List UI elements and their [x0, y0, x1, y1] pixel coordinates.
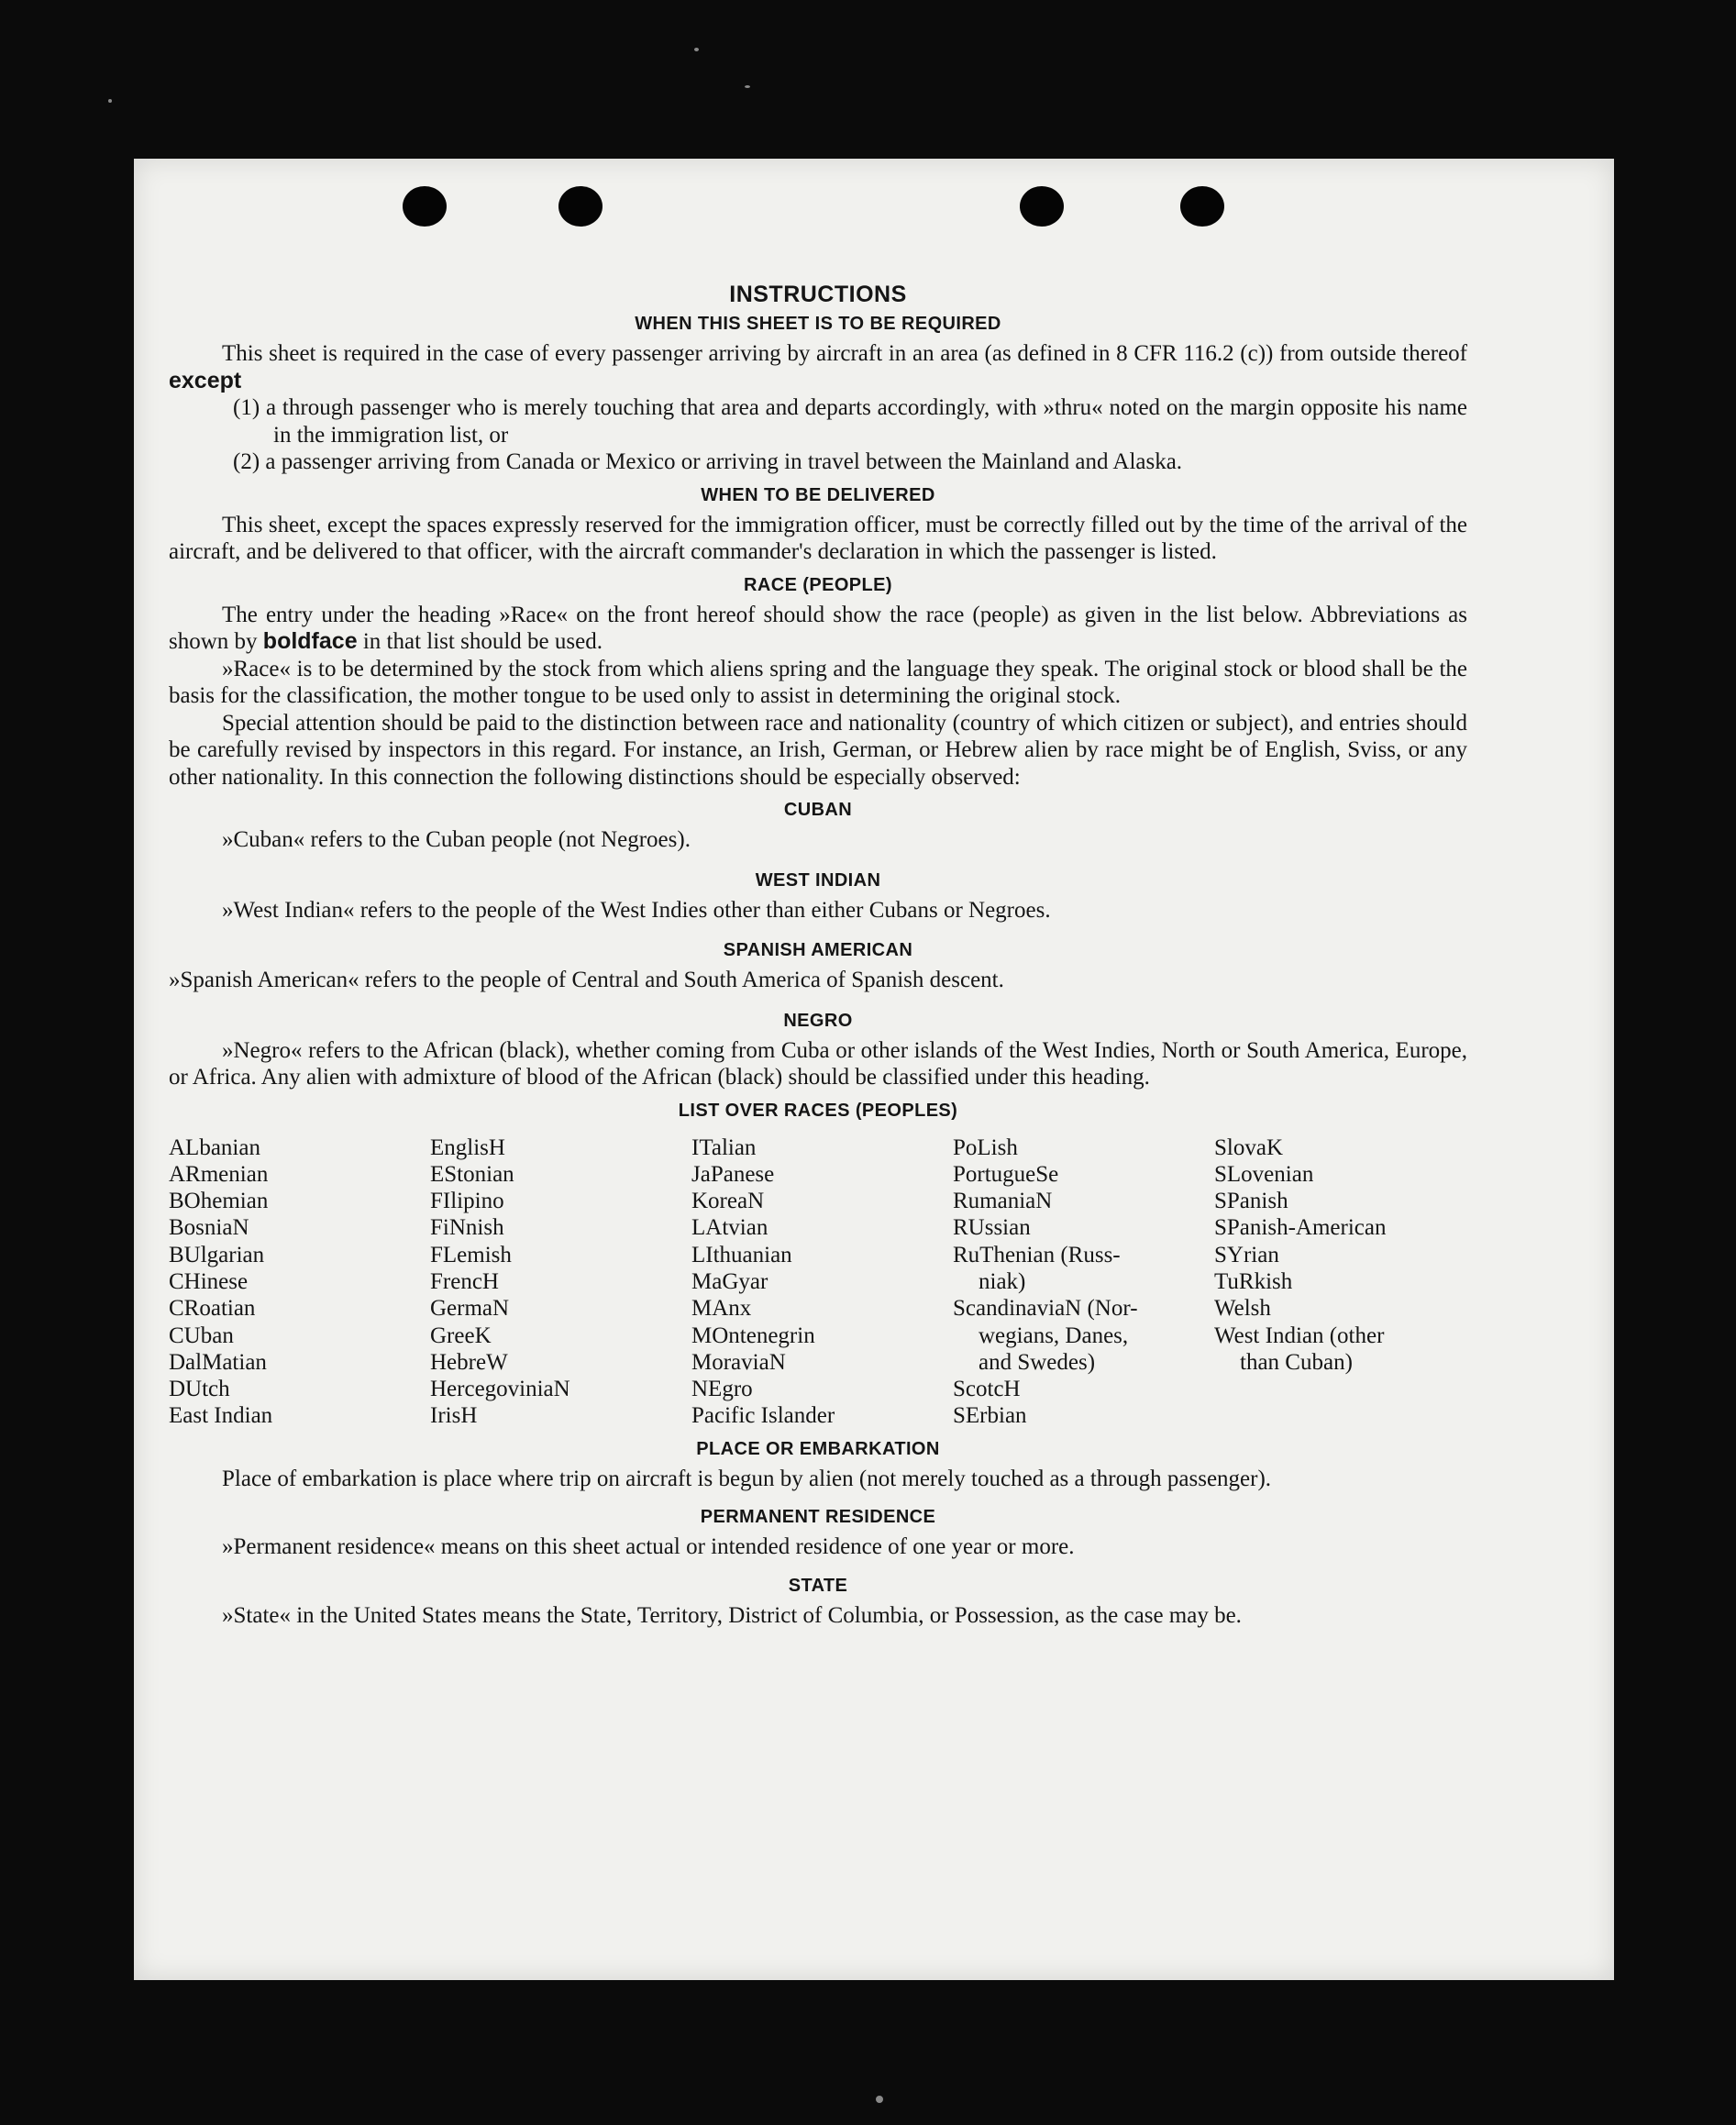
- race-item: SErbian: [953, 1403, 1027, 1429]
- race-item: BosniaN: [169, 1215, 249, 1241]
- punch-hole: [558, 186, 603, 227]
- section-heading-races-list: LIST OVER RACES (PEOPLES): [678, 1100, 958, 1121]
- race-item: HebreW: [430, 1349, 508, 1375]
- race-item: West Indian (other: [1214, 1323, 1385, 1348]
- race-item: SYrian: [1214, 1242, 1279, 1267]
- scan-speck: [876, 2096, 883, 2103]
- race-item: SLovenian: [1214, 1161, 1314, 1187]
- section-heading-negro: NEGRO: [783, 1010, 853, 1031]
- delivered-text: This sheet, except the spaces expressly reserved for the immigration officer, must be correctly filled out by the time of the arrival of the aircraft, and be delivered to that officer, with the aircraft commander's declaration in which the passenger is listed.: [169, 512, 1467, 564]
- race-item: GreeK: [430, 1323, 492, 1348]
- section-heading-embarkation: PLACE OR EMBARKATION: [696, 1438, 940, 1459]
- race-item: KoreaN: [691, 1189, 765, 1214]
- except-word: except: [169, 367, 242, 393]
- race-item: FiNnish: [430, 1215, 504, 1241]
- race-item: SPanish-American: [1214, 1215, 1387, 1241]
- race-item: MaGyar: [691, 1268, 768, 1294]
- race-item: CRoatian: [169, 1296, 256, 1322]
- race-item: HercegoviniaN: [430, 1377, 570, 1402]
- section-heading-spanish-american: SPANISH AMERICAN: [723, 940, 913, 960]
- race-item: ARmenian: [169, 1161, 269, 1187]
- west-indian-text: »West Indian« refers to the people of the West Indies other than either Cubans or Negroes.: [222, 897, 1051, 923]
- instructions-body: [169, 282, 1467, 1629]
- race-item: EStonian: [430, 1161, 514, 1187]
- race-item: MoraviaN: [691, 1349, 786, 1375]
- scan-speck: [745, 85, 750, 88]
- boldface-word: boldface: [262, 628, 358, 654]
- race-item: CHinese: [169, 1268, 249, 1294]
- cuban-text: »Cuban« refers to the Cuban people (not Negroes).: [222, 827, 691, 852]
- race-item-continuation: and Swedes): [979, 1349, 1096, 1375]
- race-item-continuation: than Cuban): [1240, 1349, 1353, 1375]
- race-item: PoLish: [953, 1134, 1018, 1160]
- race-item: ITalian: [691, 1134, 757, 1160]
- race-item: LAtvian: [691, 1215, 768, 1241]
- scan-speck: [694, 48, 699, 51]
- state-text: »State« in the United States means the State, Territory, District of Columbia, or Possession, as the case may be.: [222, 1602, 1242, 1628]
- section-heading-state: STATE: [788, 1575, 848, 1596]
- races-column-3: [691, 1134, 953, 1430]
- race-item: ScotcH: [953, 1377, 1021, 1402]
- negro-text: »Negro« refers to the African (black), whether coming from Cuba or other islands of the West Indies, North or South America, Europe, or Africa. Any alien with admixture of blood of the African (black) should be classified under this heading.: [169, 1037, 1467, 1090]
- embarkation-text: Place of embarkation is place where trip on aircraft is begun by alien (not merely touched as a through passenger).: [222, 1466, 1272, 1491]
- race-item: IrisH: [430, 1403, 478, 1429]
- race-paragraph-3: Special attention should be paid to the distinction between race and nationality (country of which citizen or subject), and entries should be carefully revised by inspectors in this regard. For instance, an Irish, German, or Hebrew alien by race might be of English, Sviss, or any other nationality. In this connection the following distinctions should be especially observed:: [169, 710, 1467, 790]
- race-item: BUlgarian: [169, 1242, 265, 1267]
- spanish-american-text: »Spanish American« refers to the people of Central and South America of Spanish descent.: [169, 968, 1004, 992]
- race-item: SlovaK: [1214, 1134, 1283, 1160]
- races-column-5: [1214, 1134, 1471, 1430]
- races-column-1: [169, 1134, 430, 1430]
- race-item-continuation: niak): [979, 1268, 1026, 1294]
- races-column-2: [430, 1134, 691, 1430]
- race-item: JaPanese: [691, 1161, 775, 1187]
- required-item-2: (2) a passenger arriving from Canada or Mexico or arriving in travel between the Mainland and Alaska.: [233, 449, 1183, 474]
- race-paragraph-1: The entry under the heading »Race« on the front hereof should show the race (people) as given in the list below. Abbreviations as shown by boldface in that list should be used.: [169, 602, 1467, 654]
- race-item: FrencH: [430, 1268, 499, 1294]
- race-item: FLemish: [430, 1242, 512, 1267]
- required-intro: This sheet is required in the case of every passenger arriving by aircraft in an area (as defined in 8 CFR 116.2 (c)) from outside thereof except: [169, 341, 1467, 393]
- section-heading-required: WHEN THIS SHEET IS TO BE REQUIRED: [635, 314, 1001, 334]
- race-item: MAnx: [691, 1296, 752, 1322]
- punch-hole: [1020, 186, 1064, 227]
- race-item: FIlipino: [430, 1189, 504, 1214]
- race-item: ALbanian: [169, 1134, 260, 1160]
- page-title: INSTRUCTIONS: [729, 282, 907, 307]
- race-item: CUban: [169, 1323, 234, 1348]
- race-item-continuation: wegians, Danes,: [979, 1323, 1129, 1348]
- race-item: SPanish: [1214, 1189, 1288, 1214]
- scan-speck: [108, 99, 112, 103]
- residence-text: »Permanent residence« means on this sheet actual or intended residence of one year or more.: [222, 1534, 1075, 1560]
- race-item: MOntenegrin: [691, 1323, 815, 1348]
- races-list: [169, 1134, 1467, 1430]
- race-item: DUtch: [169, 1377, 230, 1402]
- races-column-4: [953, 1134, 1214, 1430]
- race-item: Pacific Islander: [691, 1403, 835, 1429]
- section-heading-cuban: CUBAN: [783, 800, 853, 820]
- race-item: Welsh: [1214, 1296, 1271, 1322]
- race-item: East Indian: [169, 1403, 273, 1429]
- race-item: GermaN: [430, 1296, 510, 1322]
- race-item: RumaniaN: [953, 1189, 1053, 1214]
- race-paragraph-2: »Race« is to be determined by the stock from which aliens spring and the language they speak. The original stock or blood shall be the basis for the classification, the mother tongue to be used only to assist in determining the original stock.: [169, 656, 1467, 708]
- race-item: DalMatian: [169, 1349, 267, 1375]
- punch-hole: [1180, 186, 1224, 227]
- race-item: NEgro: [691, 1377, 753, 1402]
- race-item: LIthuanian: [691, 1242, 792, 1267]
- race-item: BOhemian: [169, 1189, 269, 1214]
- section-heading-delivered: WHEN TO BE DELIVERED: [701, 484, 935, 505]
- race-item: PortugueSe: [953, 1161, 1059, 1187]
- race-item: RuThenian (Russ-: [953, 1242, 1121, 1267]
- race-item: ScandinaviaN (Nor-: [953, 1296, 1138, 1322]
- race-item: RUssian: [953, 1215, 1031, 1241]
- section-heading-race: RACE (PEOPLE): [744, 574, 892, 595]
- instruction-sheet: [134, 159, 1614, 1980]
- race-item: EnglisH: [430, 1134, 505, 1160]
- section-heading-residence: PERMANENT RESIDENCE: [700, 1507, 936, 1528]
- race-item: TuRkish: [1214, 1268, 1293, 1294]
- section-heading-west-indian: WEST INDIAN: [755, 869, 881, 891]
- required-item-1: (1) a through passenger who is merely touching that area and departs accordingly, with »thru« noted on the margin opposite his name in the immigration list, or: [233, 395, 1467, 448]
- punch-hole: [403, 186, 447, 227]
